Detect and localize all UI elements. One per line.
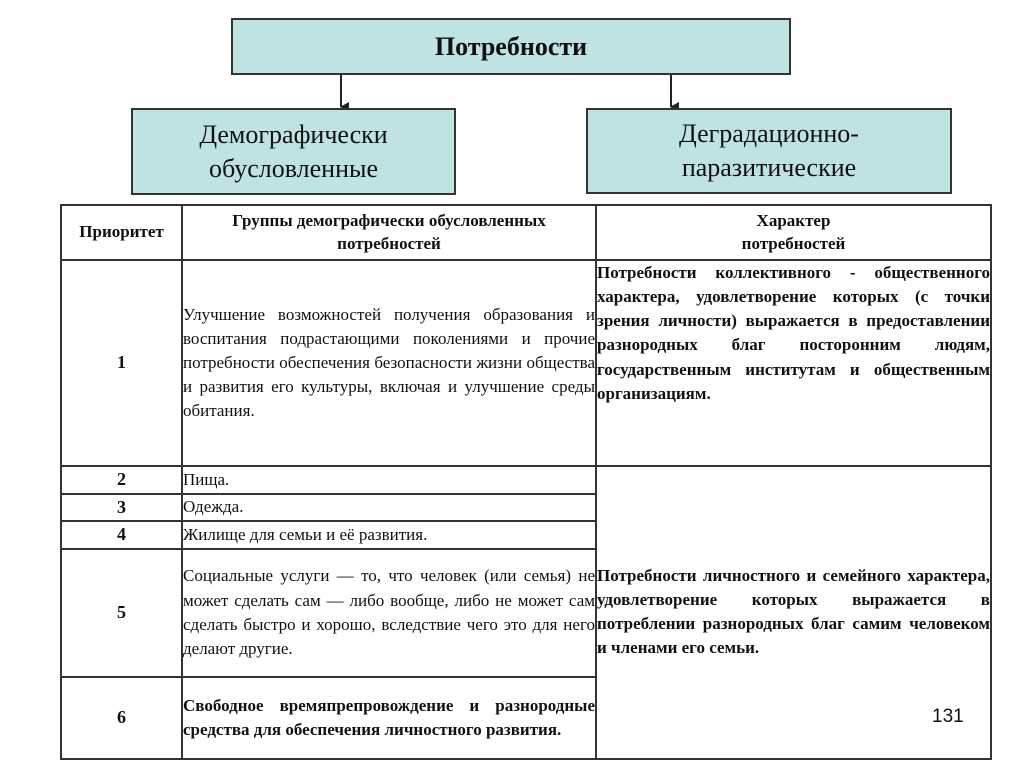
header-priority: Приоритет bbox=[61, 205, 182, 260]
priority-cell: 1 bbox=[61, 260, 182, 466]
group-cell: Улучшение возможностей получения образования и воспитания подрастающими поколениями и прочие потребности обеспечения безопасности жизни общества и развития его культуры, включая и улучшение среды обитания. bbox=[182, 260, 596, 466]
priority-cell: 5 bbox=[61, 549, 182, 677]
group-cell: Социальные услуги — то, что человек (или семья) не может сделать сам — либо вообще, либо не может сам сделать быстро и хорошо, вследствие чего это для него делают другие. bbox=[182, 549, 596, 677]
needs-table bbox=[60, 204, 992, 760]
degradation-box bbox=[586, 108, 952, 194]
table-row bbox=[61, 466, 991, 494]
header-character-line-1: Характер bbox=[756, 211, 831, 231]
group-cell: Жилище для семьи и её развития. bbox=[182, 521, 596, 549]
group-cell: Одежда. bbox=[182, 494, 596, 522]
degradation-line-2: паразитические bbox=[681, 153, 857, 182]
header-groups: Группы демографически обусловленных потребностей bbox=[182, 205, 596, 260]
group-cell: Пища. bbox=[182, 466, 596, 494]
demographic-line-1: Демографически bbox=[199, 119, 388, 149]
demographic-box bbox=[131, 108, 456, 195]
character-personal-cell: Потребности личностного и семейного характера, удовлетворение которых выражается в потреблении разнородных благ самим человеком и членами его семьи. bbox=[596, 466, 991, 759]
connector-arrows bbox=[0, 0, 1024, 110]
table-row bbox=[61, 260, 991, 466]
character-collective-cell: Потребности коллективного - общественного характера, удовлетворение которых (с точки зрения личности) выражается в предоставлении разнородных благ посторонним людям, государственным институтам и общественным организациям. bbox=[596, 260, 991, 466]
page-number: 131 bbox=[932, 706, 964, 727]
header-character-line-2: потребностей bbox=[741, 233, 846, 253]
header-character bbox=[596, 205, 991, 260]
priority-cell: 6 bbox=[61, 677, 182, 759]
needs-title: Потребности bbox=[434, 31, 588, 61]
table-header-row bbox=[61, 205, 991, 260]
demographic-line-2: обусловленные bbox=[208, 153, 379, 183]
priority-cell: 3 bbox=[61, 494, 182, 522]
priority-cell: 4 bbox=[61, 521, 182, 549]
group-cell: Свободное времяпрепровождение и разнородные средства для обеспечения личностного развития. bbox=[182, 677, 596, 759]
priority-cell: 2 bbox=[61, 466, 182, 494]
degradation-line-1: Деградационно- bbox=[679, 119, 859, 149]
